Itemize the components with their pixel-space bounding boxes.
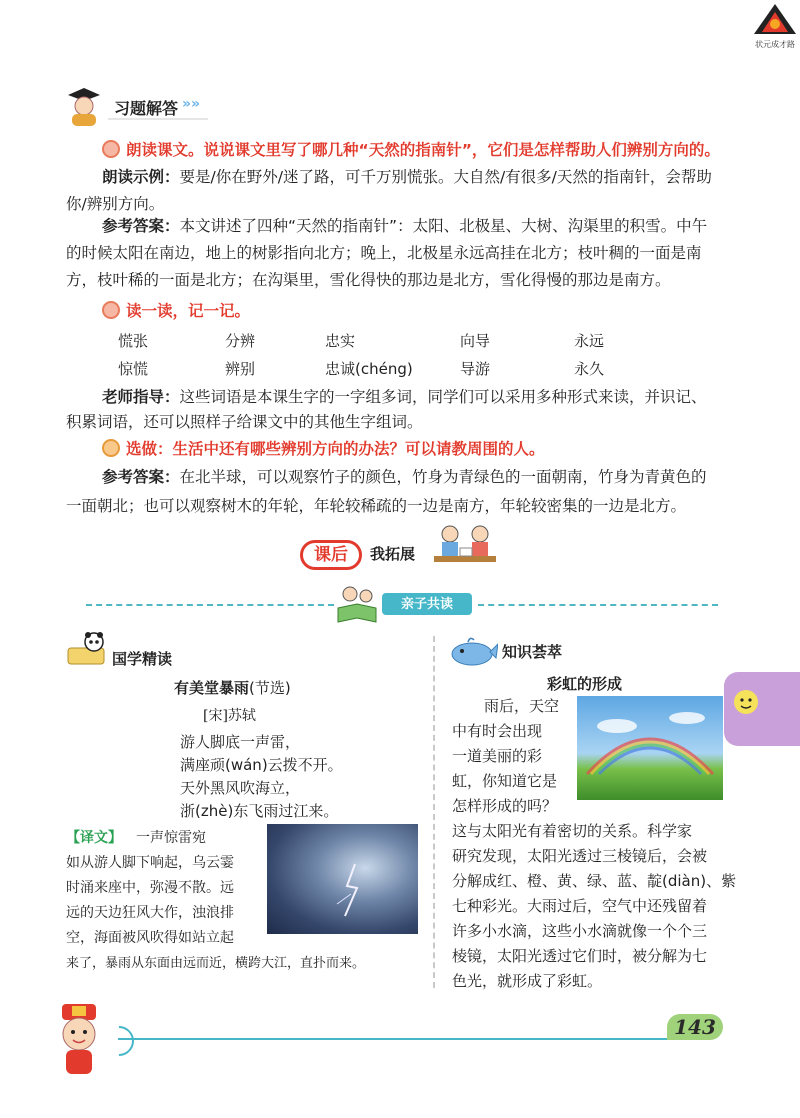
poem-title-text: 有美堂暴雨 [174, 679, 250, 697]
translation-line: 如从游人脚下响起，乌云霎 [66, 855, 234, 871]
subtitle-text: 亲子共读 [400, 597, 453, 612]
extension-title: 我拓展 [370, 545, 416, 563]
knowledge-line: 虹，你知道它是 [452, 772, 558, 790]
q1-answer-line1 [102, 213, 707, 240]
footer-line [118, 1038, 708, 1040]
vocab-word: 忠诚(chéng) [325, 360, 413, 378]
dotted-divider-left [86, 604, 334, 606]
translation-label: 【译文】 [66, 830, 122, 846]
answer-label: 参考答案： [102, 217, 180, 235]
double-chevron-icon: »» [182, 96, 201, 112]
knowledge-line: 雨后，天空 [484, 697, 560, 715]
poem-line: 游人脚底一声雷， [180, 733, 301, 751]
dotted-divider-right [478, 604, 718, 606]
translation-line: 一声惊雷宛 [136, 830, 206, 846]
q1-answer-line2: 的时候太阳在南边，地上的树影指向北方；晚上，北极星永远高挂在北方；枝叶稠的一面是南 [66, 244, 702, 262]
publisher-logo [752, 2, 798, 52]
knowledge-line: 分解成红、橙、黄、绿、蓝、靛(diàn)、紫 [452, 872, 737, 890]
knowledge-line: 研究发现，太阳光透过三棱镜后，会被 [452, 847, 708, 865]
extension-badge [300, 540, 362, 570]
vocab-word: 惊慌 [118, 360, 149, 378]
answer-text-1: 在北半球，可以观察竹子的颜色，竹身为青绿色的一面朝南，竹身为青黄色的 [179, 468, 707, 486]
storm-photo [267, 824, 418, 934]
knowledge-line: 一道美丽的彩 [452, 747, 543, 765]
header-underline [108, 118, 208, 120]
knowledge-line: 棱镜，太阳光透过它们时，被分解为七 [452, 947, 708, 965]
extension-badge-text: 课后 [314, 545, 348, 565]
q3-answer-line2: 一面朝北；也可以观察树木的年轮，年轮较稀疏的一边是南方，年轮较密集的一边是北方。 [66, 497, 687, 515]
example-text-1: 要是/你在野外/迷了路，可千万别慌张。大自然/有很多/天然的指南针，会帮助 [179, 168, 712, 186]
vocab-word: 分辨 [225, 332, 256, 350]
rainbow-icon [577, 696, 723, 800]
vocab-word: 永远 [574, 332, 605, 350]
poem-line: 满座顽(wán)云拨不开。 [180, 756, 343, 774]
kids-at-desk-icon [430, 520, 500, 572]
whale-icon [448, 634, 498, 668]
answer-label: 参考答案： [102, 468, 180, 486]
knowledge-line: 色光，就形成了彩虹。 [452, 972, 603, 990]
page-number: 143 [674, 1015, 716, 1039]
translation-line: 远的天边狂风大作，浊浪排 [66, 905, 234, 921]
poem-heading: 国学精读 [112, 650, 173, 668]
knowledge-line: 怎样形成的吗？ [452, 797, 558, 815]
vocab-word: 辨别 [225, 360, 256, 378]
question-marker-icon [102, 140, 120, 158]
column-divider [433, 636, 435, 988]
q1-example-line2: 你/辨别方向。 [66, 195, 165, 213]
q3-prompt [102, 436, 545, 463]
q2-guide-line1 [102, 384, 707, 411]
poem-line: 浙(zhè)东飞雨过江来。 [180, 802, 339, 820]
translation-line: 空，海面被风吹得如站立起 [66, 930, 234, 946]
poem-author: [宋]苏轼 [203, 708, 256, 724]
q1-prompt: 朗读课文。说说课文里写了哪几种“天然的指南针”，它们是怎样帮助人们辨别方向的。 [102, 137, 720, 164]
q1-answer-line3: 方，枝叶稀的一面是北方；在沟渠里，雪化得快的那边是北方，雪化得慢的那边是南方。 [66, 271, 671, 289]
q1-example-line1 [102, 164, 712, 191]
vocab-word: 向导 [460, 332, 491, 350]
q3-answer-line1 [102, 464, 707, 491]
knowledge-line: 七种彩光。大雨过后，空气中还残留着 [452, 897, 708, 915]
vocab-word: 慌张 [118, 332, 149, 350]
poem-title [174, 677, 291, 699]
q2-guide-line2: 积累词语，还可以照样子给课文中的其他生字组词。 [66, 413, 423, 431]
knowledge-line: 这与太阳光有着密切的关系。科学家 [452, 822, 693, 840]
side-tab [724, 672, 800, 746]
poem-line: 天外黑风吹海立， [180, 779, 301, 797]
teacher-avatar-icon [64, 86, 104, 128]
poem-title-note: (节选) [249, 679, 291, 697]
lightning-icon [267, 824, 418, 934]
logo-text: 状元成才路 [755, 40, 795, 49]
vocab-word: 导游 [460, 360, 491, 378]
question-marker-icon [102, 439, 120, 457]
panda-scroll-icon [64, 630, 110, 670]
knowledge-title: 彩虹的形成 [547, 675, 623, 693]
flame-logo-icon [752, 2, 798, 36]
vocab-word: 永久 [574, 360, 605, 378]
page-number-badge [667, 1014, 723, 1040]
section-title: 习题解答 [114, 99, 179, 118]
translation-first-line [66, 826, 206, 851]
question-marker-icon [102, 301, 120, 319]
subtitle-pill [382, 593, 472, 615]
knowledge-heading: 知识荟萃 [502, 643, 563, 661]
vocab-word: 忠实 [325, 332, 356, 350]
q3-text: 生活中还有哪些辨别方向的办法？可以请教周围的人。 [172, 440, 545, 458]
q2-prompt: 读一读，记一记。 [102, 298, 250, 325]
knowledge-line: 中有时会出现 [452, 722, 543, 740]
guide-label: 老师指导： [102, 388, 180, 406]
rainbow-photo [577, 696, 723, 800]
reading-kids-icon [334, 582, 380, 624]
translation-line: 来了，暴雨从东面由远而近，横跨大江，直扑而来。 [66, 956, 366, 971]
knowledge-line: 许多小水滴，这些小水滴就像一个个三 [452, 922, 708, 940]
answer-text-1: 本文讲述了四种“天然的指南针”：太阳、北极星、大树、沟渠里的积雪。中午 [179, 217, 708, 235]
smiley-icon [728, 682, 768, 722]
guide-text-1: 这些词语是本课生字的一字组多词，同学们可以采用多种形式来读，并识记、 [179, 388, 707, 406]
q3-prefix: 选做： [126, 440, 173, 458]
example-label: 朗读示例： [102, 168, 180, 186]
translation-line: 时涌来座中，弥漫不散。远 [66, 880, 234, 896]
